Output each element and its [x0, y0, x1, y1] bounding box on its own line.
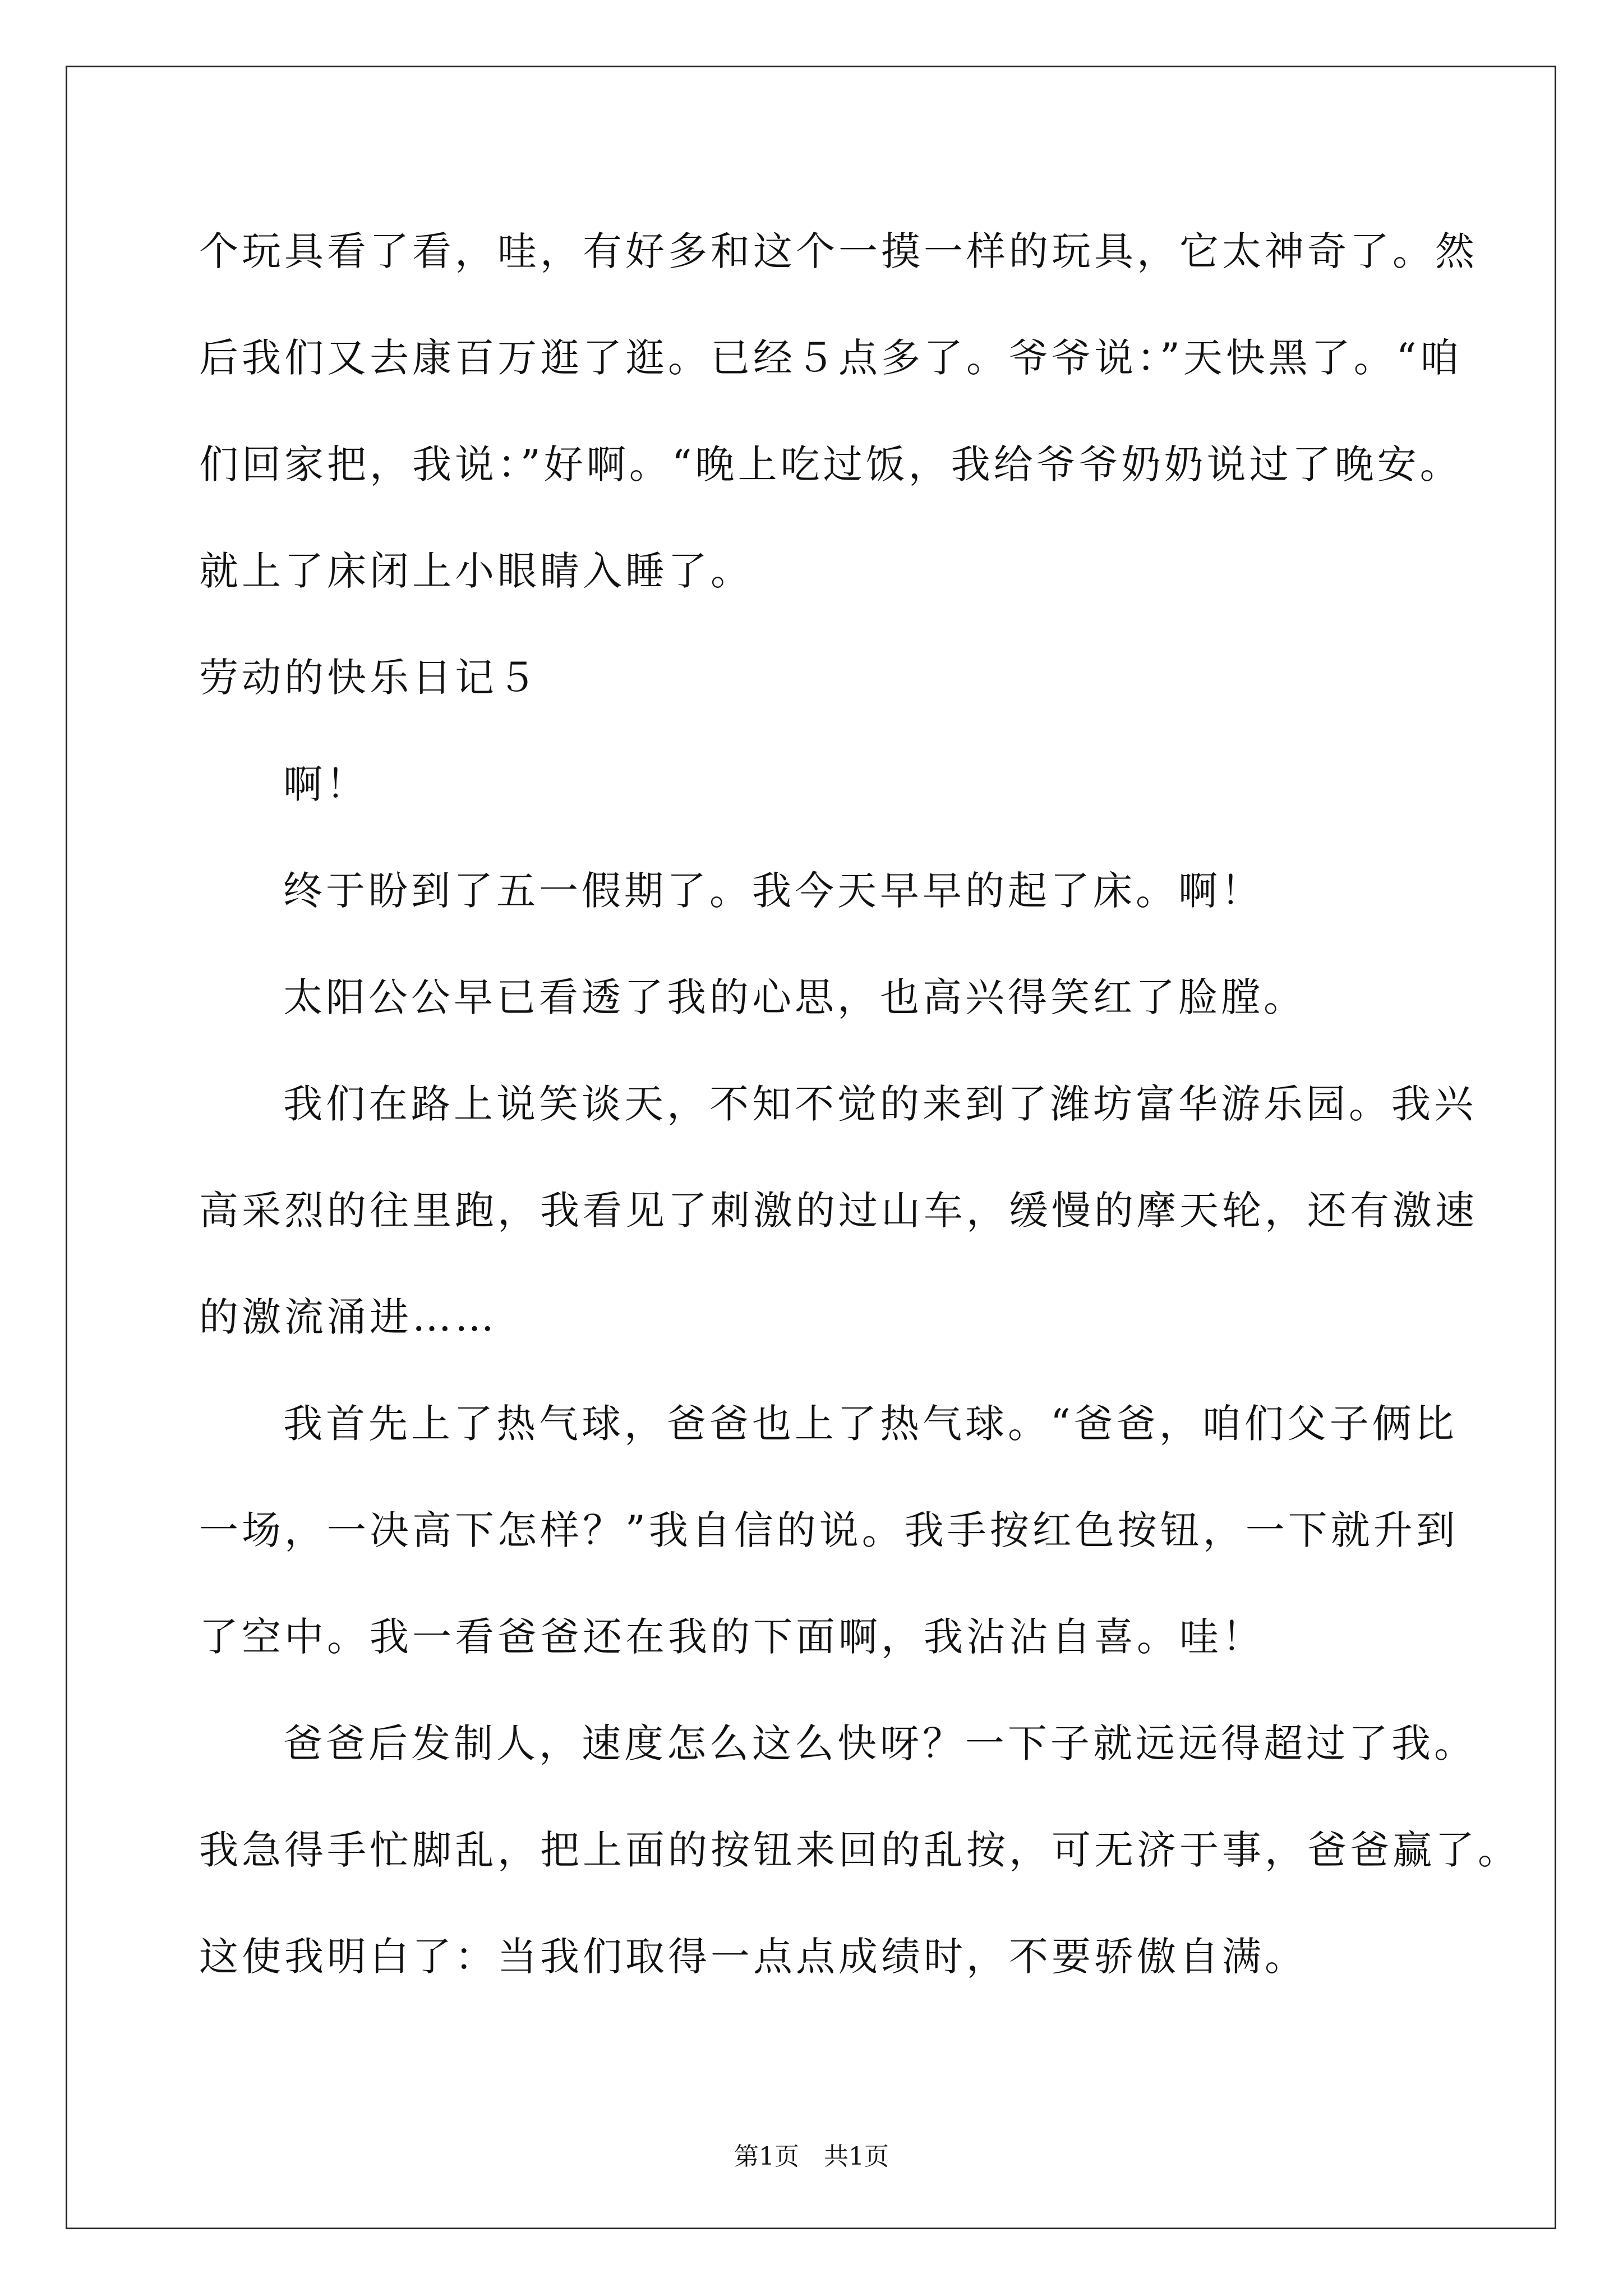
body-line: 了空中。我一看爸爸还在我的下面啊，我沾沾自喜。哇！: [199, 1614, 1265, 1660]
body-line: 就上了床闭上小眼睛入睡了。: [199, 548, 753, 594]
body-line: 这使我明白了：当我们取得一点点成绩时，不要骄傲自满。: [199, 1934, 1307, 1980]
body-line: 的激流涌进……: [199, 1294, 497, 1340]
paragraph-line: 爸爸后发制人，速度怎么这么快呀？一下子就远远得超过了我。: [283, 1720, 1477, 1766]
paragraph-line: 啊！: [283, 761, 368, 807]
body-line: 一场，一决高下怎样？”我自信的说。我手按红色按钮，一下就升到: [199, 1507, 1459, 1553]
section-heading: 劳动的快乐日记５: [199, 655, 540, 701]
body-line: 我急得手忙脚乱，把上面的按钮来回的乱按，可无济于事，爸爸赢了。: [199, 1827, 1520, 1873]
body-line: 们回家把，我说：”好啊。“晚上吃过饭，我给爷爷奶奶说过了晚安。: [199, 441, 1463, 487]
body-line: 后我们又去康百万逛了逛。已经５点多了。爷爷说：”天快黑了。“咱: [199, 335, 1463, 381]
page-footer: 第1页 共1页: [734, 2142, 889, 2171]
paragraph-line: 终于盼到了五一假期了。我今天早早的起了床。啊！: [283, 868, 1264, 914]
paragraph-line: 我首先上了热气球，爸爸也上了热气球。“爸爸，咱们父子俩比: [283, 1401, 1458, 1447]
paragraph-line: 我们在路上说笑谈天，不知不觉的来到了潍坊富华游乐园。我兴: [283, 1081, 1477, 1127]
body-line: 高采烈的往里跑，我看见了刺激的过山车，缓慢的摩天轮，还有激速: [199, 1188, 1478, 1234]
body-line: 个玩具看了看，哇，有好多和这个一摸一样的玩具，它太神奇了。然: [199, 228, 1478, 274]
page-border: [66, 66, 1556, 2229]
paragraph-line: 太阳公公早已看透了我的心思，也高兴得笑红了脸膛。: [283, 974, 1306, 1020]
